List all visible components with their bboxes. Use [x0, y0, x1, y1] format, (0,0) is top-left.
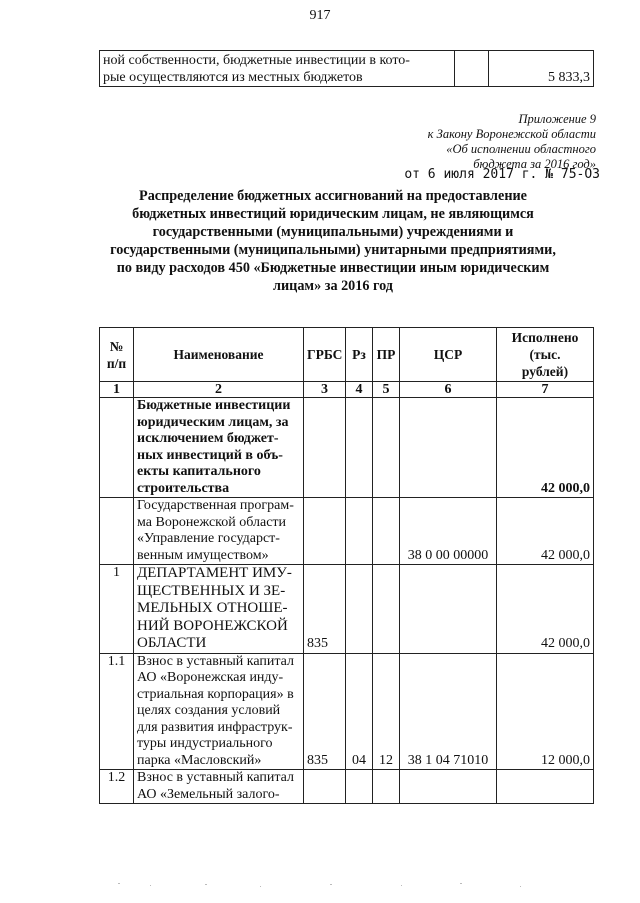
row-csr	[400, 565, 497, 654]
title-line: бюджетных инвестиций юридическим лицам, не являющимся	[132, 206, 534, 222]
appendix-line: «Об исполнении областного	[446, 142, 596, 156]
column-number: 1	[100, 382, 134, 398]
title-line: государственными (муниципальными) учреждениями и	[152, 224, 514, 240]
row-rz	[346, 770, 373, 804]
row-grbs: 835	[304, 653, 346, 770]
row-name: Взнос в уставный капитал АО «Земельный залого-	[134, 770, 304, 804]
page-number: 917	[309, 8, 331, 23]
column-number: 5	[373, 382, 400, 398]
continued-table-fragment	[99, 50, 594, 87]
row-rz	[346, 565, 373, 654]
empty-cell	[455, 51, 489, 87]
row-num: 1.1	[100, 653, 134, 770]
header-grbs: ГРБС	[304, 328, 346, 382]
title-line: Распределение бюджетных ассигнований на предоставление	[139, 188, 527, 204]
row-done	[497, 770, 594, 804]
header-name: Наименование	[134, 328, 304, 382]
document-title	[70, 187, 596, 295]
title-line: по виду расходов 450 «Бюджетные инвестиции иным юридическим	[116, 260, 550, 276]
row-num	[100, 398, 134, 498]
scan-noise	[0, 875, 640, 895]
law-date-stamp: от 6 июля 2017 г. № 75-ОЗ	[404, 167, 600, 182]
row-csr: 38 1 04 71010	[400, 653, 497, 770]
row-grbs	[304, 498, 346, 565]
row-name: Взнос в уставный капитал АО «Воронежская инду- стриальная корпорация» в целях создания условий для развития инфраструк- туры индустриального парка «Масловский»	[134, 653, 304, 770]
row-grbs	[304, 770, 346, 804]
row-csr	[400, 770, 497, 804]
row-value-cell: 5 833,3	[489, 51, 594, 87]
row-pr	[373, 770, 400, 804]
row-name: Государственная програм- ма Воронежской области «Управление государст- венным имуществом»	[134, 498, 304, 565]
row-num: 1	[100, 565, 134, 654]
row-pr: 12	[373, 653, 400, 770]
row-name: Бюджетные инвестиции юридическим лицам, за исключением бюджет- ных инвестиций в объ- екты капитального строительства	[134, 398, 304, 498]
row-pr	[373, 398, 400, 498]
row-done: 42 000,0	[497, 398, 594, 498]
column-number: 4	[346, 382, 373, 398]
header-csr: ЦСР	[400, 328, 497, 382]
row-name-cell: ной собственности, бюджетные инвестиции в кото- рые осуществляются из местных бюджетов	[100, 51, 455, 87]
row-csr: 38 0 00 00000	[400, 498, 497, 565]
row-done: 12 000,0	[497, 653, 594, 770]
column-number: 2	[134, 382, 304, 398]
table-row	[100, 498, 594, 565]
column-number: 3	[304, 382, 346, 398]
row-done: 42 000,0	[497, 498, 594, 565]
table-row	[100, 565, 594, 654]
header-pr: ПР	[373, 328, 400, 382]
table-row	[100, 770, 594, 804]
table-row	[100, 51, 594, 87]
budget-allocation-table	[99, 327, 594, 804]
row-rz	[346, 398, 373, 498]
appendix-note	[336, 112, 596, 172]
row-name: ДЕПАРТАМЕНТ ИМУ- ЩЕСТВЕННЫХ И ЗЕ- МЕЛЬНЫХ ОТНОШЕ- НИЙ ВОРОНЕЖСКОЙ ОБЛАСТИ	[134, 565, 304, 654]
row-rz	[346, 498, 373, 565]
row-pr	[373, 565, 400, 654]
column-number: 6	[400, 382, 497, 398]
row-grbs: 835	[304, 565, 346, 654]
row-grbs	[304, 398, 346, 498]
table-row	[100, 398, 594, 498]
appendix-line: бюджета за 2016 год»	[473, 157, 596, 171]
row-done: 42 000,0	[497, 565, 594, 654]
header-rz: Рз	[346, 328, 373, 382]
header-done: Исполнено (тыс. рублей)	[497, 328, 594, 382]
appendix-line: Приложение 9	[518, 112, 596, 126]
title-line: лицам» за 2016 год	[273, 278, 393, 294]
row-num	[100, 498, 134, 565]
row-pr	[373, 498, 400, 565]
row-num: 1.2	[100, 770, 134, 804]
row-csr	[400, 398, 497, 498]
column-number: 7	[497, 382, 594, 398]
title-line: государственными (муниципальными) унитарными предприятиями,	[110, 242, 556, 258]
row-rz: 04	[346, 653, 373, 770]
table-row	[100, 653, 594, 770]
header-num: № п/п	[100, 328, 134, 382]
header-row	[100, 328, 594, 382]
appendix-line: к Закону Воронежской области	[427, 127, 596, 141]
column-number-row	[100, 382, 594, 398]
